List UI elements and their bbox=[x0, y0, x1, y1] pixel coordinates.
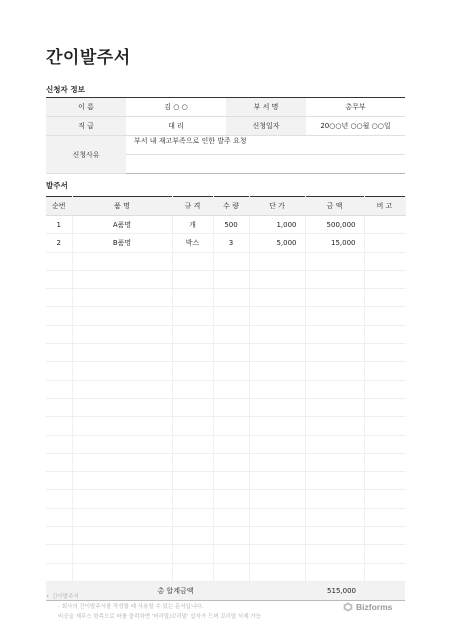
bizforms-logo-icon bbox=[343, 602, 353, 612]
empty-cell bbox=[305, 380, 364, 398]
empty-cell bbox=[46, 270, 72, 288]
empty-cell bbox=[46, 490, 72, 508]
date-label: 신청일자 bbox=[226, 117, 306, 136]
cell-price: 5,000 bbox=[249, 234, 305, 252]
cell-remark bbox=[364, 216, 405, 234]
footnote bbox=[46, 592, 261, 622]
name-label: 이 름 bbox=[46, 98, 126, 117]
empty-row bbox=[46, 508, 405, 526]
empty-cell bbox=[305, 417, 364, 435]
empty-cell bbox=[72, 380, 172, 398]
empty-cell bbox=[305, 307, 364, 325]
order-header-row bbox=[46, 197, 405, 216]
applicant-section-label: 신청자 정보 bbox=[46, 85, 85, 94]
cell-amount: 15,000 bbox=[305, 234, 364, 252]
empty-cell bbox=[305, 545, 364, 563]
empty-cell bbox=[172, 527, 213, 545]
footnote-line-2: 비공을 재무스 항목으로 바를 클릭하면 '머리말/꼬리말' 삽자가 드며 꼬리말 삭제 가능 bbox=[58, 614, 262, 620]
empty-row bbox=[46, 563, 405, 581]
dept-value: 총무부 bbox=[306, 98, 405, 117]
empty-cell bbox=[249, 380, 305, 398]
header-price: 단 가 bbox=[249, 197, 305, 216]
empty-cell bbox=[249, 453, 305, 471]
empty-cell bbox=[364, 398, 405, 416]
empty-cell bbox=[249, 289, 305, 307]
empty-cell bbox=[72, 270, 172, 288]
empty-cell bbox=[46, 380, 72, 398]
empty-cell bbox=[172, 472, 213, 490]
empty-cell bbox=[305, 270, 364, 288]
empty-cell bbox=[364, 380, 405, 398]
dept-label: 부 서 명 bbox=[226, 98, 306, 117]
footnote-title: 간이발주서 bbox=[52, 594, 79, 600]
date-value: 20○○년 ○○월 ○○일 bbox=[306, 117, 405, 136]
empty-row bbox=[46, 453, 405, 471]
cell-qty: 500 bbox=[213, 216, 249, 234]
header-no: 순번 bbox=[46, 197, 72, 216]
empty-cell bbox=[305, 435, 364, 453]
empty-row bbox=[46, 527, 405, 545]
empty-cell bbox=[364, 344, 405, 362]
empty-cell bbox=[46, 527, 72, 545]
cell-item: A품명 bbox=[72, 216, 172, 234]
empty-cell bbox=[305, 325, 364, 343]
empty-cell bbox=[72, 289, 172, 307]
empty-cell bbox=[172, 270, 213, 288]
empty-cell bbox=[305, 563, 364, 581]
table-row bbox=[46, 216, 405, 234]
empty-cell bbox=[172, 252, 213, 270]
cell-no: 2 bbox=[46, 234, 72, 252]
empty-cell bbox=[305, 490, 364, 508]
empty-cell bbox=[213, 270, 249, 288]
header-item: 품 명 bbox=[72, 197, 172, 216]
header-qty: 수 량 bbox=[213, 197, 249, 216]
empty-row bbox=[46, 417, 405, 435]
empty-cell bbox=[172, 417, 213, 435]
empty-cell bbox=[46, 563, 72, 581]
empty-cell bbox=[249, 344, 305, 362]
empty-cell bbox=[213, 453, 249, 471]
empty-cell bbox=[364, 417, 405, 435]
empty-cell bbox=[213, 307, 249, 325]
empty-cell bbox=[213, 563, 249, 581]
empty-cell bbox=[172, 490, 213, 508]
empty-cell bbox=[172, 453, 213, 471]
empty-cell bbox=[249, 417, 305, 435]
empty-cell bbox=[46, 435, 72, 453]
position-value: 대 리 bbox=[126, 117, 226, 136]
empty-cell bbox=[305, 344, 364, 362]
empty-cell bbox=[364, 435, 405, 453]
empty-cell bbox=[46, 472, 72, 490]
empty-cell bbox=[364, 252, 405, 270]
empty-row bbox=[46, 344, 405, 362]
empty-cell bbox=[46, 252, 72, 270]
empty-cell bbox=[305, 289, 364, 307]
total-value: 515,000 bbox=[305, 581, 364, 600]
empty-cell bbox=[72, 435, 172, 453]
empty-cell bbox=[305, 472, 364, 490]
empty-cell bbox=[364, 527, 405, 545]
empty-cell bbox=[364, 545, 405, 563]
applicant-info-table bbox=[46, 97, 405, 174]
empty-cell bbox=[72, 344, 172, 362]
empty-cell bbox=[46, 362, 72, 380]
reason-label: 신청사유 bbox=[46, 136, 126, 174]
empty-row bbox=[46, 490, 405, 508]
empty-cell bbox=[364, 325, 405, 343]
empty-row bbox=[46, 380, 405, 398]
empty-cell bbox=[213, 472, 249, 490]
empty-cell bbox=[213, 362, 249, 380]
empty-cell bbox=[72, 325, 172, 343]
empty-cell bbox=[213, 344, 249, 362]
empty-cell bbox=[172, 325, 213, 343]
reason-value: 부서 내 재고부족으로 인한 발주 요청 bbox=[126, 136, 405, 155]
empty-cell bbox=[213, 289, 249, 307]
total-label: 총 합계금액 bbox=[46, 581, 305, 600]
cell-amount: 500,000 bbox=[305, 216, 364, 234]
empty-cell bbox=[172, 307, 213, 325]
empty-row bbox=[46, 362, 405, 380]
empty-cell bbox=[172, 545, 213, 563]
empty-cell bbox=[249, 527, 305, 545]
empty-cell bbox=[364, 289, 405, 307]
empty-cell bbox=[249, 508, 305, 526]
header-remark: 비 고 bbox=[364, 197, 405, 216]
empty-cell bbox=[249, 270, 305, 288]
position-label: 직 급 bbox=[46, 117, 126, 136]
document-title: 간이발주서 bbox=[46, 48, 131, 68]
order-table bbox=[46, 196, 406, 601]
table-row bbox=[46, 234, 405, 252]
empty-cell bbox=[72, 252, 172, 270]
empty-row bbox=[46, 435, 405, 453]
empty-cell bbox=[46, 453, 72, 471]
empty-cell bbox=[364, 362, 405, 380]
empty-cell bbox=[213, 527, 249, 545]
empty-cell bbox=[305, 508, 364, 526]
empty-cell bbox=[72, 508, 172, 526]
empty-cell bbox=[305, 362, 364, 380]
empty-cell bbox=[213, 380, 249, 398]
empty-cell bbox=[364, 307, 405, 325]
empty-cell bbox=[72, 398, 172, 416]
empty-cell bbox=[172, 398, 213, 416]
empty-cell bbox=[72, 472, 172, 490]
empty-cell bbox=[46, 307, 72, 325]
empty-cell bbox=[46, 508, 72, 526]
empty-cell bbox=[364, 563, 405, 581]
empty-cell bbox=[364, 508, 405, 526]
empty-cell bbox=[213, 325, 249, 343]
brand-logo bbox=[343, 602, 392, 612]
empty-cell bbox=[305, 398, 364, 416]
empty-cell bbox=[364, 472, 405, 490]
empty-cell bbox=[72, 490, 172, 508]
empty-cell bbox=[46, 289, 72, 307]
order-section-label: 발주서 bbox=[46, 181, 68, 190]
empty-cell bbox=[72, 545, 172, 563]
empty-row bbox=[46, 289, 405, 307]
header-amount: 금 액 bbox=[305, 197, 364, 216]
empty-cell bbox=[72, 307, 172, 325]
empty-cell bbox=[364, 490, 405, 508]
empty-cell bbox=[213, 490, 249, 508]
empty-cell bbox=[46, 398, 72, 416]
empty-cell bbox=[172, 508, 213, 526]
empty-cell bbox=[172, 563, 213, 581]
empty-cell bbox=[72, 527, 172, 545]
cell-qty: 3 bbox=[213, 234, 249, 252]
empty-cell bbox=[172, 380, 213, 398]
empty-cell bbox=[249, 435, 305, 453]
total-remark bbox=[364, 581, 405, 600]
cell-no: 1 bbox=[46, 216, 72, 234]
empty-cell bbox=[172, 435, 213, 453]
empty-cell bbox=[249, 398, 305, 416]
empty-cell bbox=[72, 563, 172, 581]
empty-row bbox=[46, 325, 405, 343]
empty-cell bbox=[172, 344, 213, 362]
empty-cell bbox=[249, 472, 305, 490]
empty-cell bbox=[305, 453, 364, 471]
empty-cell bbox=[46, 545, 72, 563]
empty-cell bbox=[249, 252, 305, 270]
empty-cell bbox=[72, 417, 172, 435]
empty-cell bbox=[213, 435, 249, 453]
bullet-icon: • bbox=[46, 594, 50, 600]
empty-cell bbox=[364, 270, 405, 288]
empty-row bbox=[46, 252, 405, 270]
cell-item: B품명 bbox=[72, 234, 172, 252]
empty-cell bbox=[213, 545, 249, 563]
empty-row bbox=[46, 270, 405, 288]
empty-cell bbox=[213, 252, 249, 270]
empty-cell bbox=[172, 362, 213, 380]
empty-row bbox=[46, 472, 405, 490]
footnote-line-1: - 회사의 간이발주서를 작성할 때 사용할 수 있는 문서입니다. bbox=[58, 604, 204, 610]
empty-cell bbox=[249, 325, 305, 343]
header-spec: 규 격 bbox=[172, 197, 213, 216]
cell-spec: 박스 bbox=[172, 234, 213, 252]
empty-cell bbox=[249, 545, 305, 563]
name-value: 김 ○ ○ bbox=[126, 98, 226, 117]
empty-cell bbox=[46, 325, 72, 343]
empty-cell bbox=[46, 344, 72, 362]
empty-cell bbox=[172, 289, 213, 307]
empty-cell bbox=[213, 508, 249, 526]
empty-cell bbox=[249, 490, 305, 508]
empty-row bbox=[46, 545, 405, 563]
empty-cell bbox=[305, 252, 364, 270]
cell-price: 1,000 bbox=[249, 216, 305, 234]
empty-cell bbox=[249, 563, 305, 581]
empty-cell bbox=[213, 398, 249, 416]
empty-cell bbox=[72, 453, 172, 471]
empty-row bbox=[46, 398, 405, 416]
brand-name: Bizforms bbox=[356, 602, 393, 612]
cell-spec: 개 bbox=[172, 216, 213, 234]
reason-blank-line bbox=[126, 155, 405, 174]
empty-cell bbox=[72, 362, 172, 380]
empty-row bbox=[46, 307, 405, 325]
empty-cell bbox=[249, 307, 305, 325]
empty-cell bbox=[305, 527, 364, 545]
empty-cell bbox=[213, 417, 249, 435]
empty-cell bbox=[249, 362, 305, 380]
cell-remark bbox=[364, 234, 405, 252]
empty-cell bbox=[364, 453, 405, 471]
empty-cell bbox=[46, 417, 72, 435]
